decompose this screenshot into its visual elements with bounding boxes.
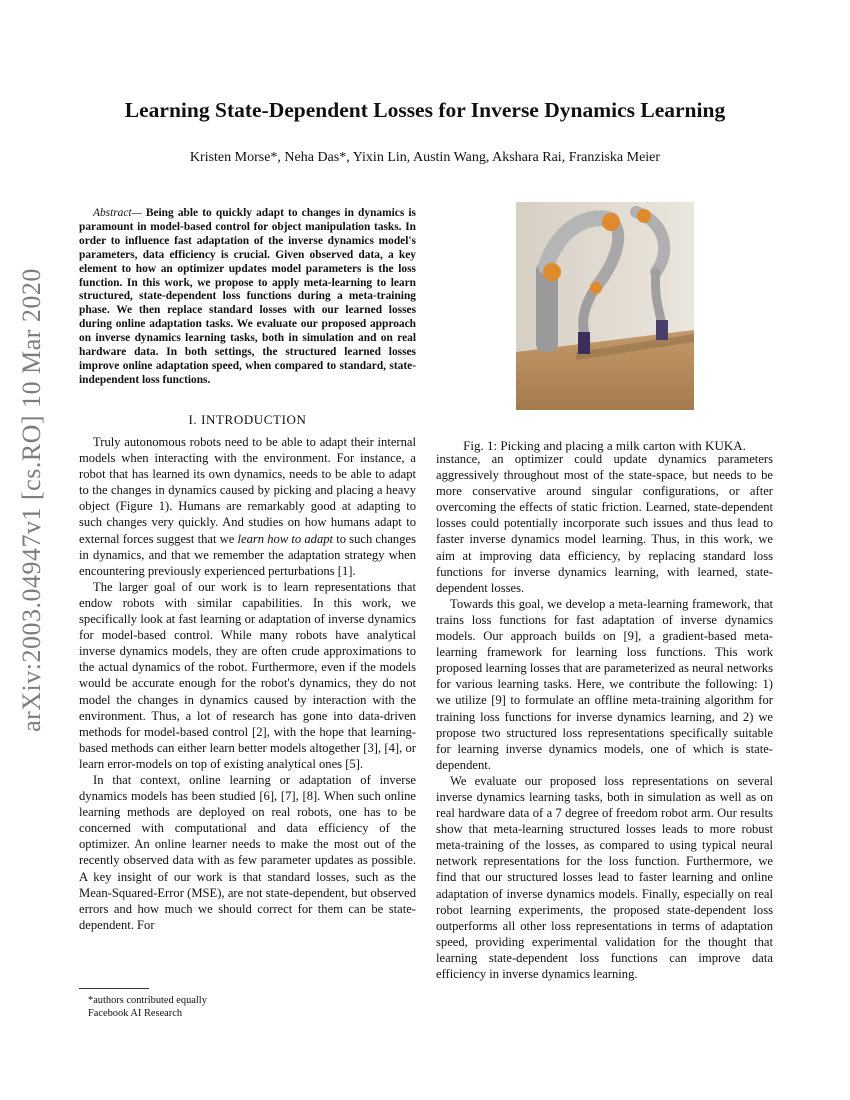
- robot-photo-figure: [516, 202, 694, 410]
- author-list: Kristen Morse*, Neha Das*, Yixin Lin, Austin Wang, Akshara Rai, Franziska Meier: [189, 150, 661, 165]
- figure-caption: Fig. 1: Picking and placing a milk carton with KUKA.: [463, 438, 746, 453]
- paragraph: In that context, online learning or adaptation of inverse dynamics models has been studied [6], [7], [8]. When such online learning methods are deployed on real robots, one has to be concerned with computational and data efficiency of the optimizer. An online learner needs to make the most out of the recently observed data with as few parameter updates as possible. A key insight of our work is that standard losses, such as the Mean-Squared-Error (MSE), are not state-dependent, but observed errors and how much we should correct for them can be state-dependent. For: [79, 772, 416, 932]
- paragraph: The larger goal of our work is to learn representations that endow robots with similar capabilities. In this work, we specifically look at fast learning or adaptation of inverse dynamics for model-based control. While many robots have analytical inverse dynamics models, they are often crude approximations to the actual dynamics of the robot. Furthermore, even if the models would be accurate enough for the robot's dynamics, they do not model the changes in dynamics caused by interaction with the environment. Thus, a lot of research has gone into data-driven methods for model-based control [2], with the hope that learning-based methods can either learn better models altogether [3], [4], or learn error-models on top of existing analytical ones [5].: [79, 579, 416, 771]
- footnote-line: *authors contributed equally: [88, 995, 207, 1006]
- paragraph: We evaluate our proposed loss representations on several inverse dynamics learning tasks, both in simulation as well as on real hardware data of a 7 degree of freedom robot arm. Our results show that meta-learning structured losses leads to more robust meta-training of the losses, as compared to using typical neural network representations for the loss function. Furthermore, we find that our structured losses lead to faster learning and online adaptation of inverse dynamics models. Finally, especially on real robot learning experiments, the proposed state-dependent loss outperforms all other loss representations in terms of adaptation speed, providing experimental validation for the thought that learning state-dependent loss functions can improve data efficiency in inverse dynamics learning.: [436, 773, 773, 981]
- footnote-rule: [79, 988, 149, 989]
- paragraph: instance, an optimizer could update dynamics parameters aggressively throughout most of the state-space, but needs to be more conservative around singular configurations, or after overcoming the effects of static friction. Learned, state-dependent losses could potentially incorporate such issues and thus lead to faster inverse dynamics model learning. Thus, in this work, we aim at improving data efficiency, by replacing standard loss functions for inverse dynamics learning, with learned, state-dependent losses.: [436, 452, 773, 595]
- right-column-body: [436, 451, 773, 982]
- abstract-text: Being able to quickly adapt to changes in dynamics is paramount in model-based control for object manipulation tasks. In order to influence fast adaptation of the inverse dynamics model's parameters, data efficiency is crucial. Given observed data, a key element to how an optimizer updates model parameters is the loss function. In this work, we propose to apply meta-learning to learn structured, state-dependent loss functions during a meta-training phase. We then replace standard losses with our learned losses during online adaptation tasks. We evaluate our proposed approach on inverse dynamics learning tasks, both in simulation and on real hardware data. In both settings, the structured learned losses improve online adaptation speed, when compared to standard, state-independent loss functions.: [79, 207, 416, 386]
- abstract: [79, 207, 416, 388]
- footnote-line: Facebook AI Research: [88, 1008, 183, 1019]
- arxiv-identifier: [12, 268, 52, 732]
- section-heading: I. INTRODUCTION: [188, 412, 307, 427]
- abstract-label: Abstract—: [93, 207, 142, 219]
- paragraph: Towards this goal, we develop a meta-learning framework, that trains loss functions for fast adaptation of inverse dynamics models. Our approach builds on [9], a gradient-based meta-learning framework for learning loss functions. This work proposed learning losses that are parameterized as neural networks for various learning tasks. Here, we contribute the following: 1) we utilize [9] to formulate an offline meta-training algorithm for training loss functions for inverse dynamics learning, and 2) we propose two structured loss representations specifically suitable for learning inverse dynamics models, one of which is state-dependent.: [436, 596, 773, 772]
- footnote: [88, 994, 207, 1020]
- paragraph: Truly autonomous robots need to be able to adapt their internal models when interacting with the environment. For instance, a robot that has learned its own dynamics, needs to be able to adapt to the changes in dynamics caused by picking and placing a heavy object (Figure 1). Humans are remarkably good at adapting to such changes very quickly. And studies on how humans adapt to external forces suggest that we learn how to adapt to such changes in dynamics, and that we remember the adaptation strategy when encountering previously experienced perturbations [1].: [79, 435, 416, 578]
- arxiv-identifier-text: arXiv:2003.04947v1 [cs.RO] 10 Mar 2020: [17, 268, 46, 732]
- left-column-body: [79, 434, 416, 933]
- paper-title: Learning State-Dependent Losses for Inverse Dynamics Learning: [124, 98, 726, 122]
